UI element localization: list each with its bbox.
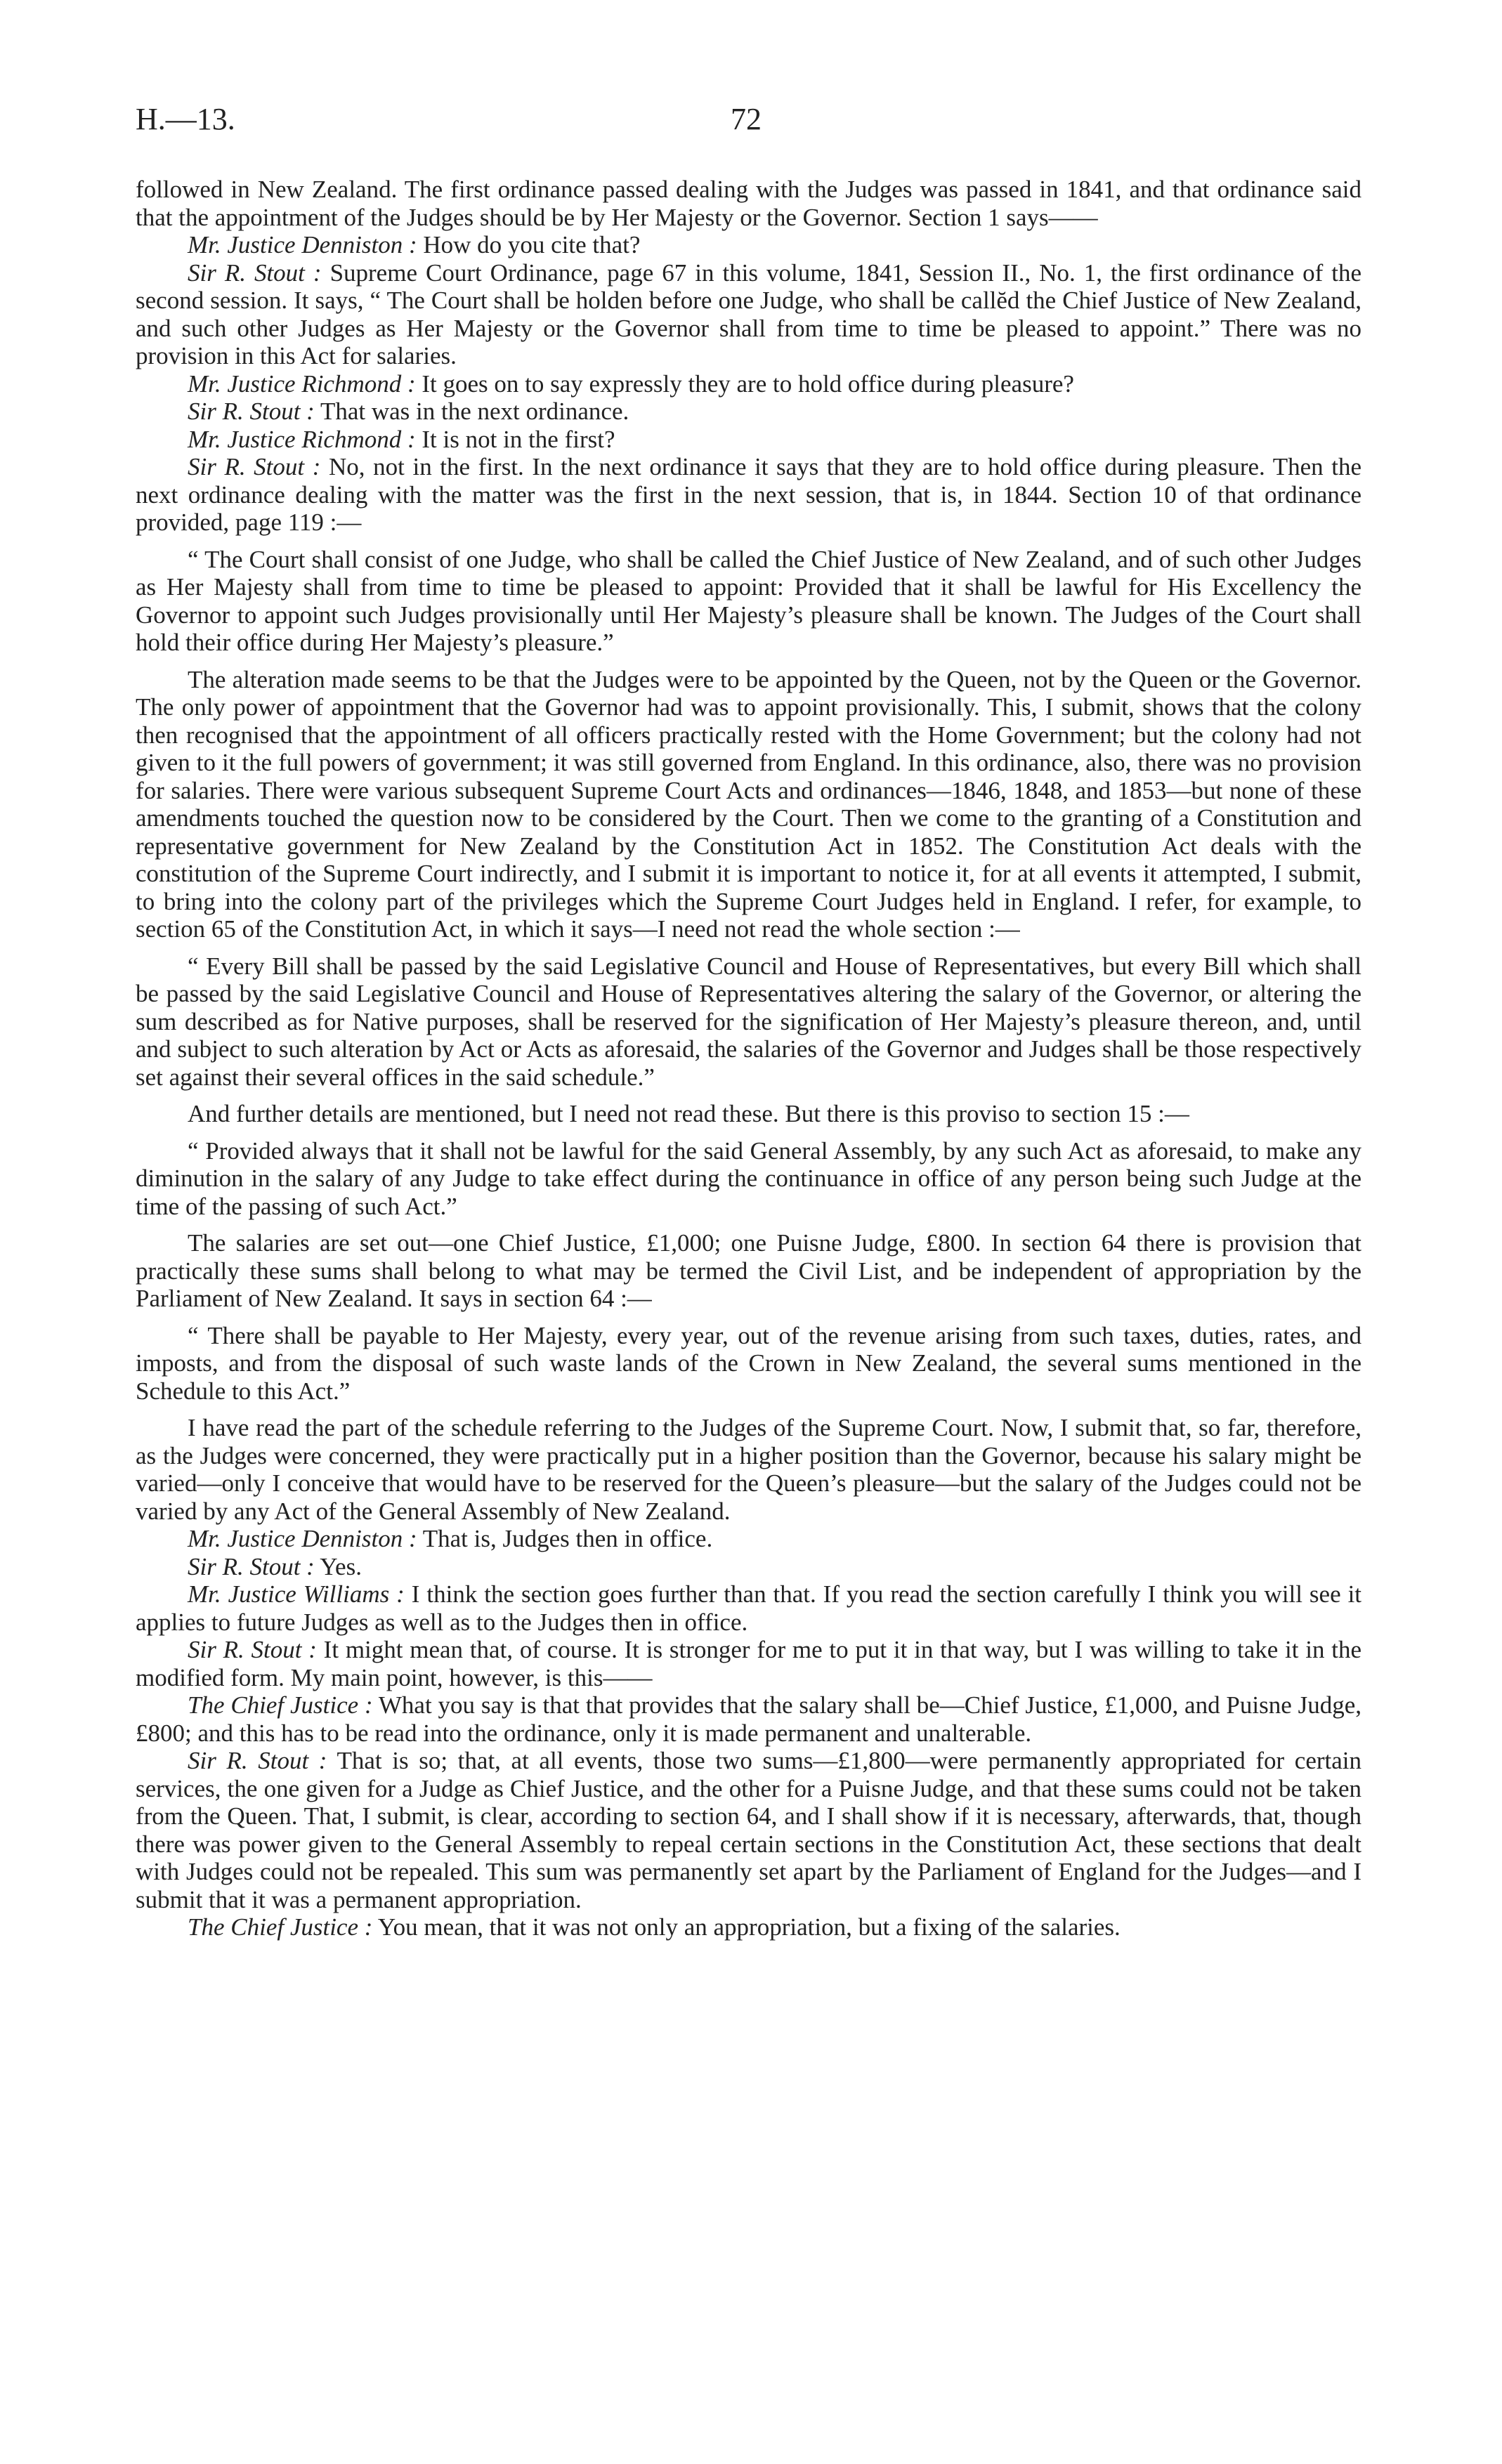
paragraph-text: The salaries are set out—one Chief Justice, £1,000; one Puisne Judge, £800. In section 64 there is provision that practically these sums shall belong to what may be termed the Civil List, and be independent of appropriation by the Parliament of New Zealand. It says in section 64 :— <box>136 1229 1361 1312</box>
paragraph <box>136 1229 1361 1313</box>
paragraph-text: What you say is that that provides that the salary shall be—Chief Justice, £1,000, and Puisne Judge, £800; and this has to be read into the ordinance, only it is made permanent and unalterable. <box>136 1691 1362 1747</box>
paragraph-text: It goes on to say expressly they are to hold office during pleasure? <box>422 369 1074 398</box>
paragraph <box>136 1747 1361 1913</box>
speaker-name: Sir R. Stout : <box>188 398 315 425</box>
speaker-name: Sir R. Stout : <box>188 1552 315 1580</box>
paragraph-text: That was in the next ordinance. <box>320 398 629 425</box>
paragraph-text: The alteration made seems to be that the Judges were to be appointed by the Queen, not by the Queen or the Governor. The only power of appointment that the Governor had was to appoint provisionally. This, I submit, shows that the colony then recognised that the appointment of all officers practically rested with the Home Government; but the colony had not given to it the full powers of government; it was still governed from England. In this ordinance, also, there was no provision for salaries. There were various subsequent Supreme Court Acts and ordinances—1846, 1848, and 1853—but none of these amendments touched the question now to be considered by the Court. Then we come to the granting of a Constitution and representative government for New Zealand by the Constitution Act in 1852. The Constitution Act deals with the constitution of the Supreme Court indirectly, and I submit it is important to notice it, for at all events it attempted, I submit, to bring into the colony part of the privileges which the Supreme Court Judges held in England. I refer, for example, to section 65 of the Constitution Act, in which it says—I need not read the whole section :— <box>136 665 1361 943</box>
paragraph-text: It might mean that, of course. It is stronger for me to put it in that way, but I was willing to take it in the modified form. My main point, however, is this—— <box>136 1636 1362 1691</box>
paragraph <box>136 370 1361 398</box>
paragraph <box>136 1525 1361 1553</box>
paragraph-text: And further details are mentioned, but I need not read these. But there is this proviso to section 15 :— <box>188 1100 1189 1127</box>
speaker-name: Mr. Justice Williams : <box>188 1580 405 1608</box>
speaker-name: Mr. Justice Denniston : <box>188 231 417 258</box>
paragraph <box>136 1913 1361 1941</box>
paragraph-text: Yes. <box>320 1552 362 1580</box>
paragraph <box>136 259 1361 370</box>
paragraph-text: That is, Judges then in office. <box>422 1525 713 1552</box>
paragraph <box>136 398 1361 426</box>
paragraph-text: “ There shall be payable to Her Majesty, every year, out of the revenue arising from such taxes, duties, rates, and imposts, and from the disposal of such waste lands of the Crown in New Zealand, the several sums mentioned in the Schedule to this Act.” <box>136 1321 1361 1405</box>
quoted-passage <box>136 546 1361 657</box>
paragraph-text: “ The Court shall consist of one Judge, who shall be called the Chief Justice of New Zealand, and of such other Judges as Her Majesty shall from time to time be pleased to appoint: Provided that it shall be lawful for His Excellency the Governor to appoint such Judges provisionally until Her Majesty’s pleasure shall be known. The Judges of the Court shall hold their office during Her Majesty’s pleasure.” <box>136 545 1361 656</box>
speaker-name: Sir R. Stout : <box>188 1636 317 1663</box>
speaker-name: Sir R. Stout : <box>188 258 322 287</box>
paragraph-text: “ Every Bill shall be passed by the said Legislative Council and House of Representatives, but every Bill which shall be passed by the said Legislative Council and House of Representatives altering the salary of the Governor, or altering the sum described as for Native purposes, shall be reserved for the signification of Her Majesty’s pleasure thereon, and, until and subject to such alteration by Act or Acts as aforesaid, the salaries of the Governor and Judges shall be those respectively set against their several offices in the said schedule.” <box>136 952 1361 1091</box>
quoted-passage <box>136 1322 1361 1405</box>
speaker-name: The Chief Justice : <box>188 1913 373 1941</box>
speaker-name: Sir R. Stout : <box>188 1747 327 1774</box>
paragraph <box>136 666 1361 943</box>
paragraph-text: It is not in the first? <box>422 425 615 453</box>
paragraph <box>136 1100 1361 1128</box>
page-number: 72 <box>731 102 762 136</box>
paragraph-text: “ Provided always that it shall not be lawful for the said General Assembly, by any such Act as aforesaid, to make any diminution in the salary of any Judge to take effect during the continuance in office of any person being such Judge at the time of the passing of such Act.” <box>136 1136 1361 1220</box>
speaker-name: Mr. Justice Richmond : <box>188 369 416 398</box>
paragraph <box>136 1580 1361 1636</box>
paragraph-text: I have read the part of the schedule referring to the Judges of the Supreme Court. Now, I submit that, so far, therefore, as the Judges were concerned, they were practically put in a higher position than the Governor, because his salary might be varied—only I conceive that would have to be reserved for the Queen’s pleasure—but the salary of the Judges could not be varied by any Act of the General Assembly of New Zealand. <box>136 1414 1361 1525</box>
paragraph-text: That is so; that, at all events, those two sums—£1,800—were permanently appropriated for certain services, the one given for a Judge as Chief Justice, and the other for a Puisne Judge, and that these sums could not be taken from the Queen. That, I submit, is clear, according to section 64, and I shall show if it is necessary, afterwards, that, though there was power given to the General Assembly to repeal certain sections in the Constitution Act, these sections that dealt with Judges could not be repealed. This sum was permanently set apart by the Parliament of England for the Judges—and I submit that it was a permanent appropriation. <box>136 1747 1362 1913</box>
speaker-name: Mr. Justice Richmond : <box>188 425 416 453</box>
paragraph-text: followed in New Zealand. The first ordinance passed dealing with the Judges was passed in 1841, and that ordinance said that the appointment of the Judges should be by Her Majesty or the Governor. Section 1 says—— <box>136 176 1361 231</box>
speaker-name: Mr. Justice Denniston : <box>188 1525 417 1552</box>
quoted-passage <box>136 952 1361 1092</box>
paragraph-text: How do you cite that? <box>423 231 641 258</box>
paragraph <box>136 176 1361 231</box>
speaker-name: Sir R. Stout : <box>188 453 321 480</box>
paragraph <box>136 453 1361 537</box>
paragraph <box>136 426 1361 454</box>
paragraph-text: No, not in the first. In the next ordinance it says that they are to hold office during pleasure. Then the next ordinance dealing with the matter was the first in the next session, that is, in 1844. Section 10 of that ordinance provided, page 119 :— <box>136 453 1362 536</box>
speaker-name: The Chief Justice : <box>188 1691 373 1719</box>
document-reference: H.—13. <box>136 102 235 136</box>
paragraph <box>136 231 1361 259</box>
paragraph <box>136 1553 1361 1581</box>
quoted-passage <box>136 1137 1361 1221</box>
paragraph <box>136 1636 1361 1691</box>
document-body <box>136 176 1361 1941</box>
paragraph-text: Supreme Court Ordinance, page 67 in this volume, 1841, Session II., No. 1, the first ordinance of the second session. It says, “ The Court shall be holden before one Judge, who shall be callĕd the Chief Justice of New Zealand, and such other Judges as Her Majesty or the Governor shall from time to time be pleased to appoint.” There was no provision in this Act for salaries. <box>136 258 1362 369</box>
paragraph <box>136 1691 1361 1747</box>
paragraph <box>136 1414 1361 1525</box>
paragraph-text: You mean, that it was not only an appropriation, but a fixing of the salaries. <box>377 1913 1121 1941</box>
paragraph-text: I think the section goes further than that. If you read the section carefully I think you will see it applies to future Judges as well as to the Judges then in office. <box>136 1580 1362 1636</box>
